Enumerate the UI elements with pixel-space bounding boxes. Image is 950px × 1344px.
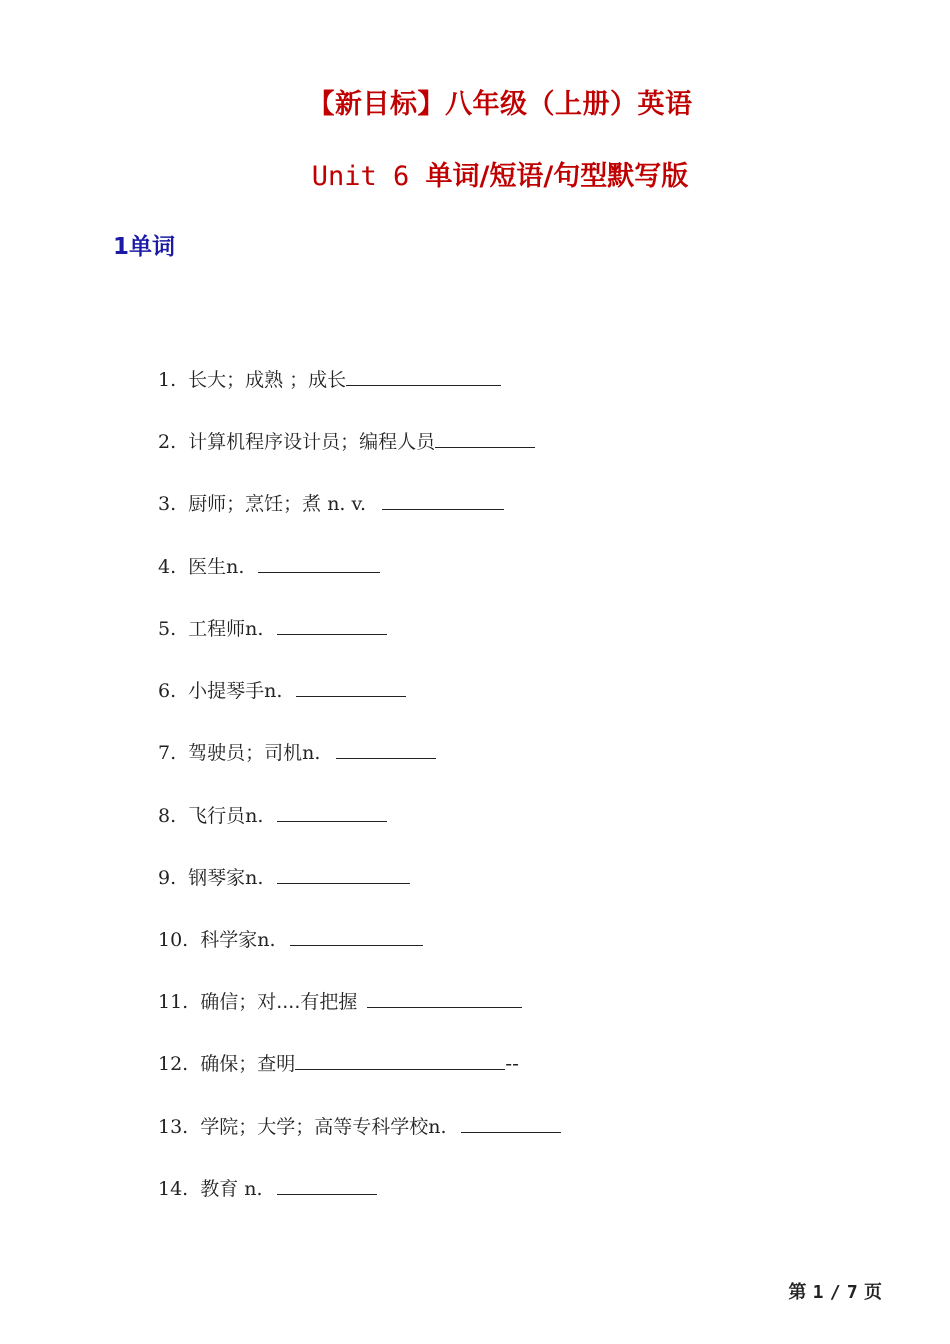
item-prompt: 确保；查明 xyxy=(200,1053,296,1075)
section-heading-words: 1单词 xyxy=(113,234,176,260)
vocab-item xyxy=(158,367,501,393)
item-prompt: 飞行员 xyxy=(188,805,246,827)
item-number: 2. xyxy=(158,431,177,453)
item-prompt: 教育 xyxy=(200,1178,245,1200)
vocab-item xyxy=(158,1051,519,1077)
vocab-item xyxy=(158,740,436,766)
item-number: 4. xyxy=(158,556,177,578)
item-pos: n. xyxy=(244,1178,269,1200)
total-pages: 7 xyxy=(846,1282,858,1303)
item-number: 6. xyxy=(158,680,177,702)
vocab-item xyxy=(158,429,535,455)
item-prompt: 医生 xyxy=(188,556,227,578)
document-title: 【新目标】八年级（上册）英语 xyxy=(307,89,693,120)
answer-blank[interactable] xyxy=(435,429,535,448)
vocab-item xyxy=(158,803,387,829)
item-prompt: 钢琴家 xyxy=(188,867,246,889)
item-prompt: 长大；成熟 ；成长 xyxy=(188,369,347,391)
answer-blank[interactable] xyxy=(258,554,380,573)
item-number: 3. xyxy=(158,493,177,515)
answer-blank[interactable] xyxy=(461,1114,561,1133)
item-pos: n. xyxy=(245,867,270,889)
item-prompt: 工程师 xyxy=(188,618,246,640)
item-prompt: 驾驶员；司机 xyxy=(188,742,303,764)
item-number: 12. xyxy=(158,1053,189,1075)
item-prompt: 科学家 xyxy=(200,929,258,951)
answer-blank[interactable] xyxy=(277,803,387,822)
vocab-item xyxy=(158,927,423,953)
answer-blank[interactable] xyxy=(336,740,436,759)
item-pos: n. xyxy=(264,680,289,702)
item-number: 10. xyxy=(158,929,189,951)
document-subtitle xyxy=(0,154,950,193)
answer-blank[interactable] xyxy=(277,616,387,635)
item-number: 7. xyxy=(158,742,177,764)
item-number: 13. xyxy=(158,1116,189,1138)
item-pos: n. xyxy=(226,556,251,578)
item-number: 5. xyxy=(158,618,177,640)
vocab-item xyxy=(158,1176,377,1202)
page-label-prefix: 第 xyxy=(788,1282,807,1303)
item-pos: n. xyxy=(302,742,327,764)
item-pos: n. v. xyxy=(327,493,373,515)
item-number: 8. xyxy=(158,805,177,827)
subtitle-text: 单词/短语/句型默写版 xyxy=(425,161,689,192)
item-prompt: 学院；大学；高等专科学校 xyxy=(200,1116,429,1138)
vocab-item xyxy=(158,554,380,580)
item-prompt: 确信；对....有把握 xyxy=(200,991,364,1013)
vocab-item xyxy=(158,865,410,891)
current-page: 1 xyxy=(812,1282,824,1303)
answer-blank[interactable] xyxy=(382,491,504,510)
item-pos: n. xyxy=(245,618,270,640)
answer-blank[interactable] xyxy=(277,865,410,884)
item-prompt: 小提琴手 xyxy=(188,680,265,702)
item-prompt: 厨师；烹饪；煮 xyxy=(188,493,328,515)
answer-blank[interactable] xyxy=(295,1051,505,1070)
item-number: 1. xyxy=(158,369,177,391)
item-pos: n. xyxy=(428,1116,453,1138)
page-label-suffix: 页 xyxy=(864,1282,882,1303)
item-suffix: -- xyxy=(505,1053,519,1075)
vocab-item xyxy=(158,491,504,517)
answer-blank[interactable] xyxy=(367,989,522,1008)
vocab-item xyxy=(158,616,387,642)
answer-blank[interactable] xyxy=(277,1176,377,1195)
item-number: 11. xyxy=(158,991,189,1013)
answer-blank[interactable] xyxy=(296,678,406,697)
vocab-item xyxy=(158,678,406,704)
page-separator: / xyxy=(829,1282,841,1303)
item-number: 9. xyxy=(158,867,177,889)
vocab-item xyxy=(158,989,522,1015)
answer-blank[interactable] xyxy=(346,367,501,386)
item-prompt: 计算机程序设计员；编程人员 xyxy=(188,431,436,453)
item-pos: n. xyxy=(245,805,270,827)
item-number: 14. xyxy=(158,1178,189,1200)
item-pos: n. xyxy=(257,929,282,951)
page-number xyxy=(788,1278,882,1304)
vocab-item xyxy=(158,1114,561,1140)
answer-blank[interactable] xyxy=(290,927,423,946)
unit-label: Unit 6 xyxy=(311,161,426,192)
